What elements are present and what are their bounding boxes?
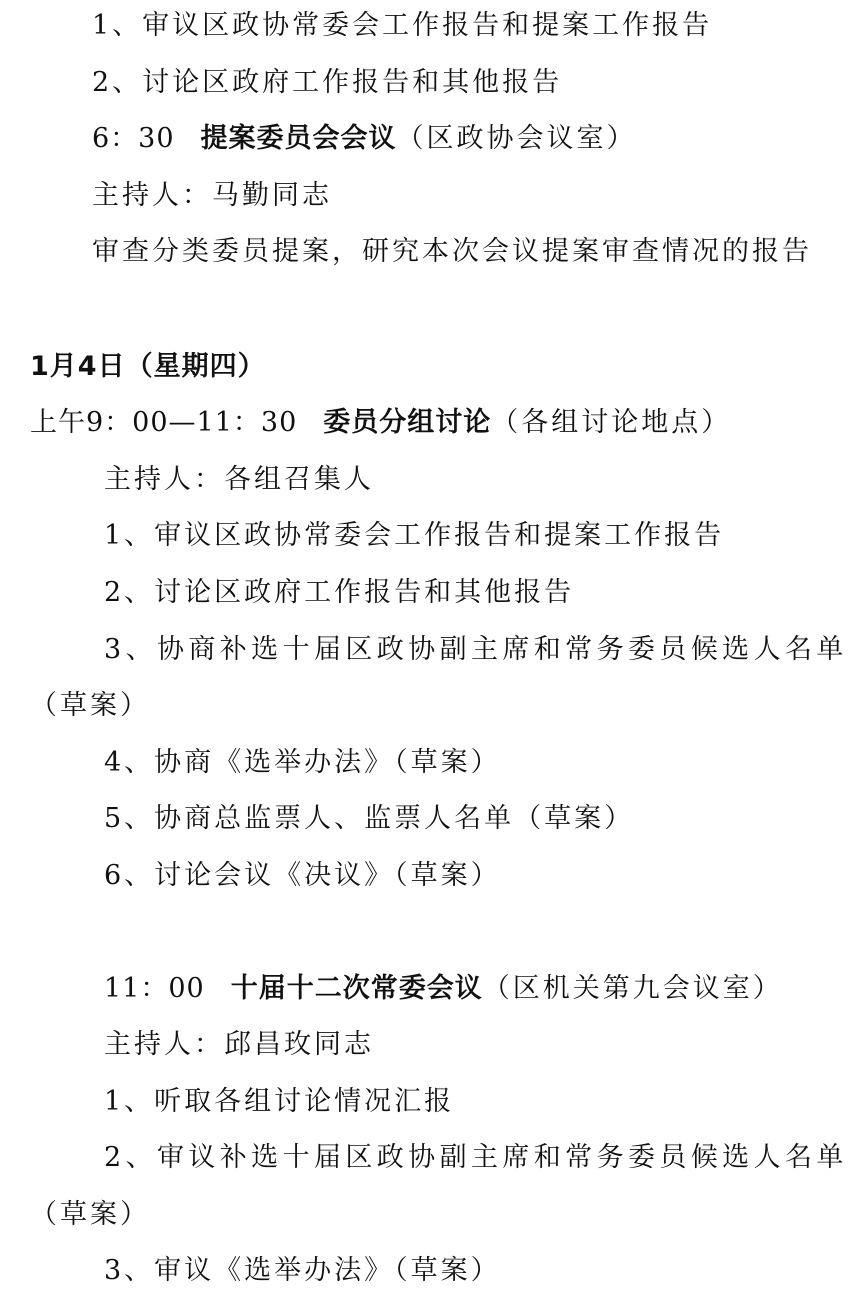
session-heading	[30, 403, 731, 443]
meeting-title: 提案委员会会议	[200, 123, 397, 154]
agenda-item: 6、讨论会议《决议》（草案）	[104, 860, 501, 891]
session-location: （区机关第九会议室）	[482, 973, 783, 1004]
agenda-item: 1、审议区政协常委会工作报告和提案工作报告	[104, 520, 725, 551]
session-location: （各组讨论地点）	[491, 407, 732, 438]
agenda-item: 2、讨论区政府工作报告和其他报告	[104, 577, 575, 608]
agenda-item: 2、审议补选十届区政协副主席和常务委员候选人名单	[104, 1142, 848, 1173]
meeting-location: （区政协会议室）	[396, 123, 637, 154]
session-host: 主持人：各组召集人	[104, 464, 374, 495]
session-time: 上午9：00—11：30	[30, 407, 298, 438]
agenda-item: 2、讨论区政府工作报告和其他报告	[92, 67, 563, 98]
agenda-item: 4、协商《选举办法》（草案）	[104, 747, 501, 778]
session-title: 十届十二次常委会议	[230, 973, 483, 1004]
session-heading	[104, 969, 783, 1009]
meeting-description: 审查分类委员提案，研究本次会议提案审查情况的报告	[92, 236, 812, 267]
meeting-host: 主持人：马勤同志	[92, 180, 332, 211]
agenda-item: 3、协商补选十届区政协副主席和常务委员候选人名单	[104, 634, 848, 665]
agenda-item: 5、协商总监票人、监票人名单（草案）	[104, 803, 635, 834]
agenda-item: 1、听取各组讨论情况汇报	[104, 1086, 455, 1117]
meeting-time: 6：30	[92, 123, 175, 154]
session-time: 11：00	[104, 973, 205, 1004]
session-host: 主持人：邱昌玫同志	[104, 1029, 374, 1060]
session-title: 委员分组讨论	[323, 407, 492, 438]
meeting-heading	[92, 119, 637, 159]
day-heading: 1月4日（星期四）	[30, 351, 266, 382]
agenda-item-continuation: （草案）	[30, 1199, 150, 1230]
agenda-item: 1、审议区政协常委会工作报告和提案工作报告	[92, 10, 713, 41]
agenda-item: 3、审议《选举办法》（草案）	[104, 1255, 501, 1286]
agenda-item-continuation: （草案）	[30, 690, 150, 721]
